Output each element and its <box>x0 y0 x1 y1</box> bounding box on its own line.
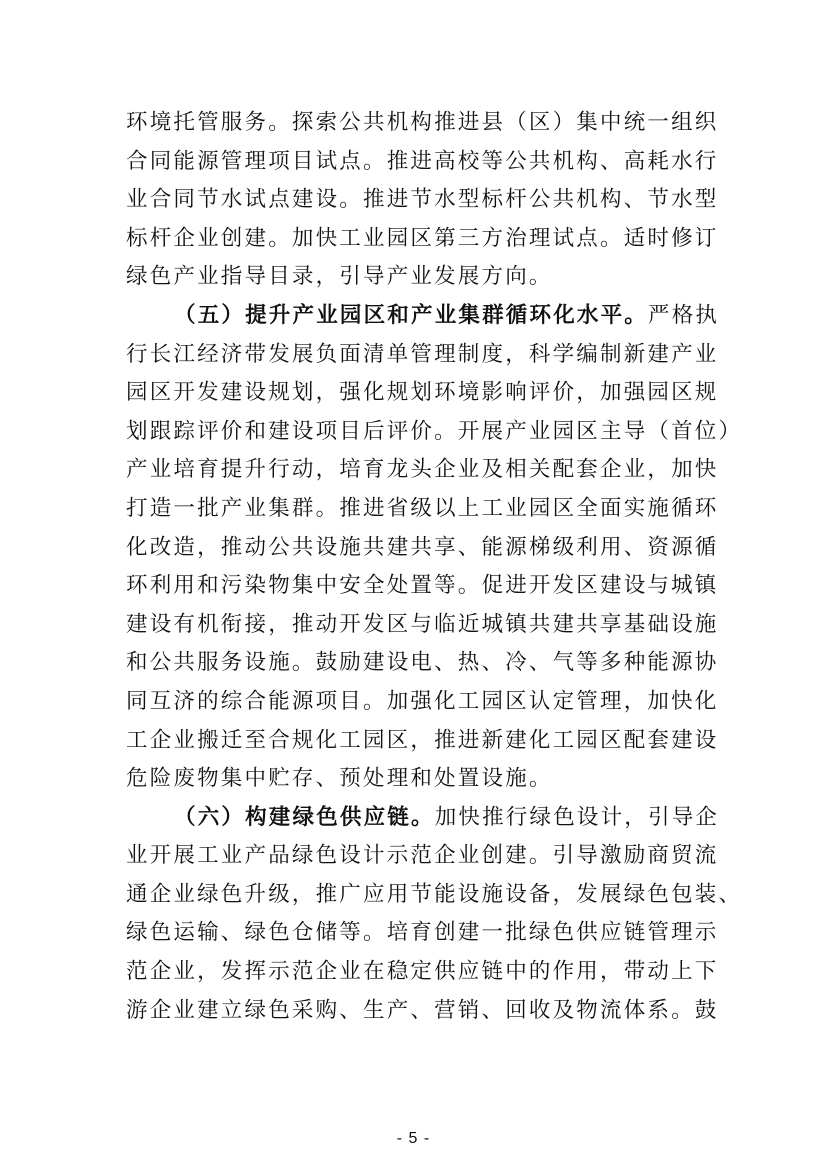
paragraph-1-line-3: 业合同节水试点建设。推进节水型标杆公共机构、节水型 <box>126 187 719 213</box>
paragraph-2-line-5: 产业培育提升行动，培育龙头企业及相关配套企业，加快 <box>126 457 719 483</box>
paragraph-1-line-1: 环境托管服务。探索公共机构推进县（区）集中统一组织 <box>126 110 719 135</box>
section-heading-6: （六）构建绿色供应链。 <box>174 804 435 830</box>
paragraph-2-line-13: 危险废物集中贮存、预处理和处置设施。 <box>126 766 553 792</box>
paragraph-3-line-3: 通企业绿色升级，推广应用节能设施设备，发展绿色包装、 <box>126 881 743 907</box>
paragraph-2-line-6: 打造一批产业集群。推进省级以上工业园区全面实施循环 <box>126 495 719 521</box>
paragraph-2-line-4: 划跟踪评价和建设项目后评价。开展产业园区主导（首位） <box>126 418 743 444</box>
paragraph-3-line-5: 范企业，发挥示范企业在稳定供应链中的作用，带动上下 <box>126 959 719 985</box>
paragraph-3-line-4: 绿色运输、绿色仓储等。培育创建一批绿色供应链管理示 <box>126 920 719 946</box>
paragraph-2-line-2: 行长江经济带发展负面清单管理制度，科学编制新建产业 <box>126 341 719 367</box>
paragraph-3-first-line-text: 加快推行绿色设计，引导企 <box>434 804 720 830</box>
paragraph-3-line-1 <box>126 799 720 838</box>
paragraph-2-line-8: 环利用和污染物集中安全处置等。促进开发区建设与城镇 <box>126 573 719 599</box>
paragraph-1-line-4: 标杆企业创建。加快工业园区第三方治理试点。适时修订 <box>126 225 719 251</box>
paragraph-2-line-12: 工企业搬迁至合规化工园区，推进新建化工园区配套建设 <box>126 727 719 753</box>
paragraph-2-line-9: 建设有机衔接，推动开发区与临近城镇共建共享基础设施 <box>126 611 719 637</box>
paragraph-2-line-10: 和公共服务设施。鼓励建设电、热、冷、气等多种能源协 <box>126 650 719 676</box>
page-number: - 5 - <box>396 1130 431 1147</box>
paragraph-2-line-1 <box>126 297 720 336</box>
paragraph-2-line-7: 化改造，推动公共设施共建共享、能源梯级利用、资源循 <box>126 534 719 560</box>
paragraph-3-line-2: 业开展工业产品绿色设计示范企业创建。引导激励商贸流 <box>126 843 719 869</box>
paragraph-2-line-11: 同互济的综合能源项目。加强化工园区认定管理，加快化 <box>126 688 719 714</box>
body-text <box>126 104 743 1030</box>
section-heading-5: （五）提升产业园区和产业集群循环化水平。 <box>174 302 649 328</box>
paragraph-2-line-3: 园区开发建设规划，强化规划环境影响评价，加强园区规 <box>126 380 719 406</box>
paragraph-2-first-line-text: 严格执 <box>648 302 720 328</box>
paragraph-1-line-2: 合同能源管理项目试点。推进高校等公共机构、高耗水行 <box>126 148 719 174</box>
paragraph-3-line-6: 游企业建立绿色采购、生产、营销、回收及物流体系。鼓 <box>126 997 719 1023</box>
paragraph-1-line-5: 绿色产业指导目录，引导产业发展方向。 <box>126 264 553 290</box>
